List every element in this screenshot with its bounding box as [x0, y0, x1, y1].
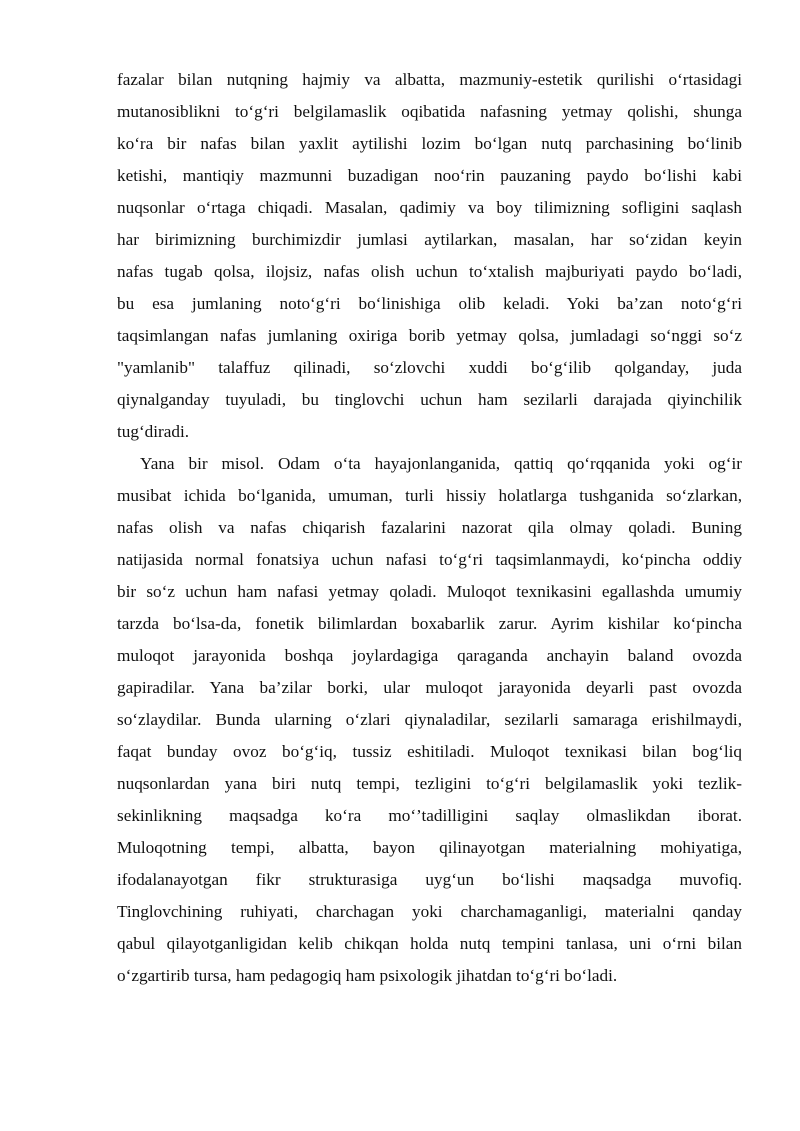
paragraph-1-line-3: ko‘ra bir nafas bilan yaxlit aytilishi lozim bo‘lgan nutq parchasining bo‘linib: [117, 134, 742, 153]
paragraph-2-line-5: bir so‘z uchun ham nafasi yetmay qoladi. Muloqot texnikasini egallashda umumiy: [117, 582, 742, 601]
paragraph-2-line-1: Yana bir misol. Odam o‘ta hayajonlanganida, qattiq qo‘rqqanida yoki og‘ir: [140, 454, 742, 473]
paragraph-1-line-5: nuqsonlar o‘rtaga chiqadi. Masalan, qadimiy va boy tilimizning sofligini saqlash: [117, 198, 742, 217]
paragraph-2-line-12: sekinlikning maqsadga ko‘ra mo‘’tadilligini saqlay olmaslikdan iborat.: [117, 806, 742, 825]
paragraph-2-line-9: so‘zlaydilar. Bunda ularning o‘zlari qiynaladilar, sezilarli samaraga erishilmaydi,: [117, 710, 742, 729]
paragraph-2-line-7: muloqot jarayonida boshqa joylardagiga qaraganda anchayin baland ovozda: [117, 646, 742, 665]
paragraph-1-line-10: "yamlanib" talaffuz qilinadi, so‘zlovchi xuddi bo‘g‘ilib qolganday, juda: [117, 358, 742, 377]
paragraph-1-line-6: har birimizning burchimizdir jumlasi aytilarkan, masalan, har so‘zidan keyin: [117, 230, 742, 249]
paragraph-1-line-4: ketishi, mantiqiy mazmunni buzadigan noo‘rin pauzaning paydo bo‘lishi kabi: [117, 166, 742, 185]
paragraph-1-line-8: bu esa jumlaning noto‘g‘ri bo‘linishiga olib keladi. Yoki ba’zan noto‘g‘ri: [117, 294, 742, 313]
paragraph-2-line-17: o‘zgartirib tursa, ham pedagogiq ham psixologik jihatdan to‘g‘ri bo‘ladi.: [117, 966, 618, 985]
paragraph-2-line-16: qabul qilayotganligidan kelib chikqan holda nutq tempini tanlasa, uni o‘rni bilan: [117, 934, 742, 953]
paragraph-2-line-10: faqat bunday ovoz bo‘g‘iq, tussiz eshitiladi. Muloqot texnikasi bilan bog‘liq: [117, 742, 742, 761]
paragraph-2-line-2: musibat ichida bo‘lganida, umuman, turli hissiy holatlarga tushganida so‘zlarkan,: [117, 486, 742, 505]
paragraph-2-line-3: nafas olish va nafas chiqarish fazalarini nazorat qila olmay qoladi. Buning: [117, 518, 742, 537]
paragraph-1-line-1: fazalar bilan nutqning hajmiy va albatta, mazmuniy-estetik qurilishi o‘rtasidagi: [117, 70, 742, 89]
paragraph-1-line-11: qiynalganday tuyuladi, bu tinglovchi uchun ham sezilarli darajada qiyinchilik: [117, 390, 742, 409]
paragraph-2-line-6: tarzda bo‘lsa-da, fonetik bilimlardan boxabarlik zarur. Ayrim kishilar ko‘pincha: [117, 614, 742, 633]
paragraph-2-line-4: natijasida normal fonatsiya uchun nafasi to‘g‘ri taqsimlanmaydi, ko‘pincha oddiy: [117, 550, 742, 569]
paragraph-1-line-7: nafas tugab qolsa, ilojsiz, nafas olish uchun to‘xtalish majburiyati paydo bo‘ladi,: [117, 262, 742, 281]
paragraph-1-line-2: mutanosiblikni to‘g‘ri belgilamaslik oqibatida nafasning yetmay qolishi, shunga: [117, 102, 742, 121]
paragraph-1-line-9: taqsimlangan nafas jumlaning oxiriga borib yetmay qolsa, jumladagi so‘nggi so‘z: [117, 326, 742, 345]
paragraph-2-line-13: Muloqotning tempi, albatta, bayon qilinayotgan materialning mohiyatiga,: [117, 838, 742, 857]
paragraph-2-line-8: gapiradilar. Yana ba’zilar borki, ular muloqot jarayonida deyarli past ovozda: [117, 678, 742, 697]
paragraph-2-line-15: Tinglovchining ruhiyati, charchagan yoki charchamaganligi, materialni qanday: [117, 902, 742, 921]
paragraph-1-line-12: tug‘diradi.: [117, 422, 190, 441]
paragraph-2-line-14: ifodalanayotgan fikr strukturasiga uyg‘un bo‘lishi maqsadga muvofiq.: [117, 870, 742, 889]
paragraph-2-line-11: nuqsonlardan yana biri nutq tempi, tezligini to‘g‘ri belgilamaslik yoki tezlik-: [117, 774, 742, 793]
